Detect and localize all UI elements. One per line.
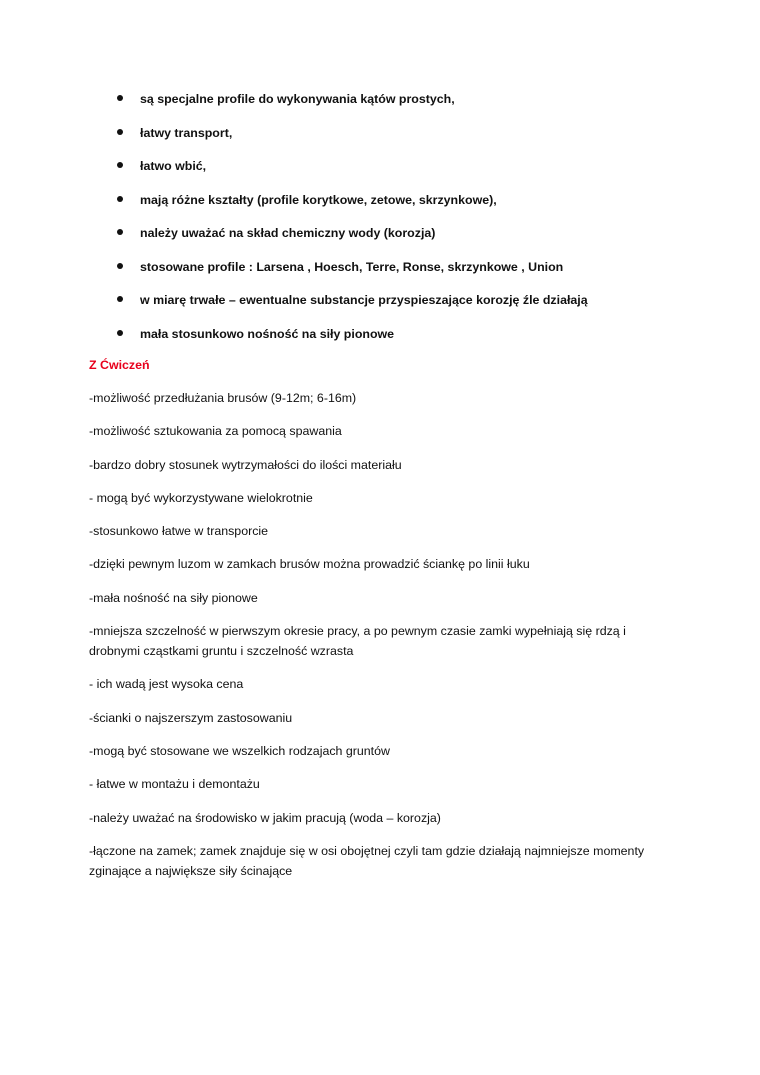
- bullet-list: [117, 89, 588, 357]
- bullet-item: [117, 156, 588, 190]
- note-line: -mała nośność na siły pionowe: [89, 590, 258, 605]
- note-line: - ich wadą jest wysoka cena: [89, 677, 244, 692]
- bullet-text: stosowane profile : Larsena , Hoesch, Terre, Ronse, skrzynkowe , Union: [140, 259, 564, 274]
- note-line: -mniejsza szczelność w pierwszym okresie pracy, a po pewnym czasie zamki wypełniają się rdzą i drobnymi cząstkami gruntu i szczelność wzrasta: [89, 624, 626, 659]
- bullet-text: łatwo wbić,: [140, 159, 207, 173]
- note-line: -dzięki pewnym luzom w zamkach brusów można prowadzić ściankę po linii łuku: [89, 557, 530, 572]
- bullet-text: mają różne kształty (profile korytkowe, zetowe, skrzynkowe),: [140, 192, 497, 207]
- bullet-dot-icon: [117, 95, 123, 101]
- note-line: -możliwość przedłużania brusów (9-12m; 6-16m): [89, 391, 357, 405]
- note-line: -stosunkowo łatwe w transporcie: [89, 524, 269, 539]
- bullet-item: [117, 190, 588, 224]
- note-line: -mogą być stosowane we wszelkich rodzajach gruntów: [89, 743, 390, 758]
- note-line: -ścianki o najszerszym zastosowaniu: [89, 710, 293, 725]
- bullet-dot-icon: [117, 229, 123, 235]
- section-heading: Z Ćwiczeń: [89, 358, 150, 372]
- note-line: -możliwość sztukowania za pomocą spawania: [89, 424, 342, 439]
- bullet-item: [117, 89, 588, 123]
- bullet-dot-icon: [117, 196, 123, 202]
- bullet-item: [117, 290, 588, 324]
- bullet-dot-icon: [117, 296, 123, 302]
- note-line: - łatwe w montażu i demontażu: [89, 777, 260, 792]
- bullet-dot-icon: [117, 162, 123, 168]
- notes-list: [89, 388, 679, 894]
- bullet-text: łatwy transport,: [140, 125, 233, 140]
- bullet-item: [117, 123, 588, 157]
- bullet-text: należy uważać na skład chemiczny wody (korozja): [140, 226, 436, 240]
- bullet-text: w miarę trwałe – ewentualne substancje przyspieszające korozję źle działają: [140, 293, 588, 307]
- bullet-dot-icon: [117, 330, 123, 336]
- bullet-text: mała stosunkowo nośność na siły pionowe: [140, 326, 395, 341]
- note-line: -bardzo dobry stosunek wytrzymałości do ilości materiału: [89, 457, 402, 472]
- note-line: -należy uważać na środowisko w jakim pracują (woda – korozja): [89, 810, 441, 825]
- bullet-text: są specjalne profile do wykonywania kątów prostych,: [140, 92, 455, 106]
- bullet-item: [117, 324, 588, 358]
- note-line: - mogą być wykorzystywane wielokrotnie: [89, 490, 313, 505]
- bullet-item: [117, 257, 588, 291]
- bullet-dot-icon: [117, 263, 123, 269]
- bullet-dot-icon: [117, 129, 123, 135]
- note-line: -łączone na zamek; zamek znajduje się w osi obojętnej czyli tam gdzie działają najmniejsze momenty zginające a największe siły ścinające: [89, 843, 645, 878]
- bullet-item: [117, 223, 588, 257]
